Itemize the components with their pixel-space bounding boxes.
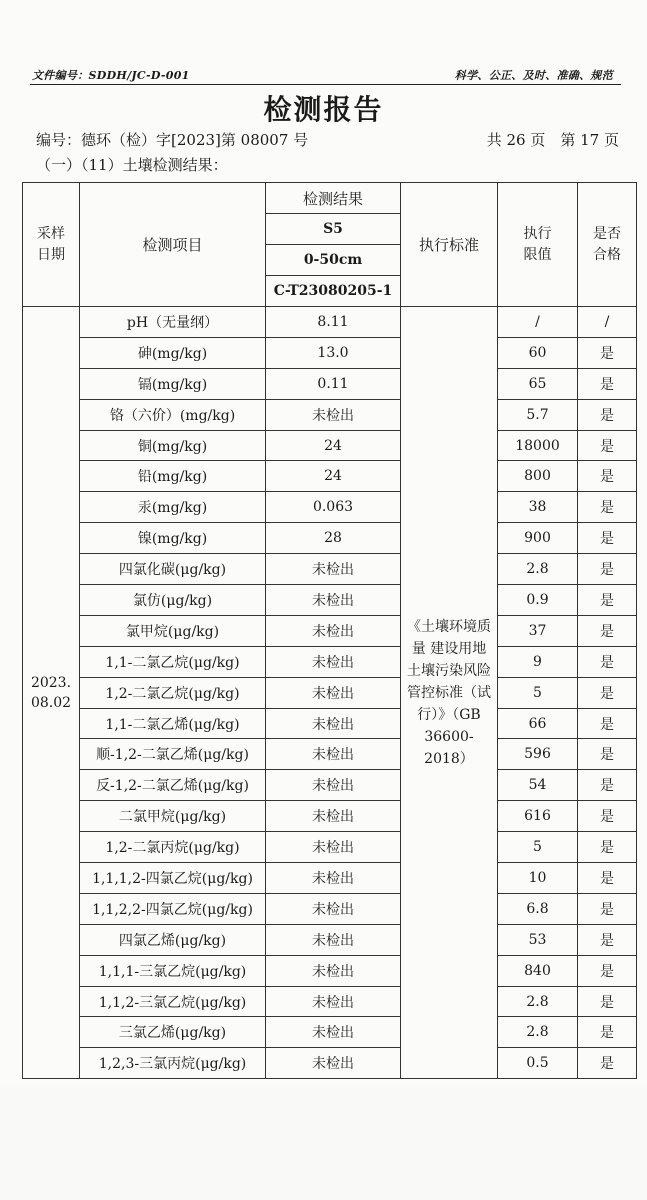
test-result: 未检出 — [266, 615, 401, 646]
test-item: 1,1-二氯乙烷(μg/kg) — [80, 646, 266, 677]
sample-id: C-T23080205-1 — [266, 276, 401, 307]
test-result: 未检出 — [266, 986, 401, 1017]
test-item: 氯甲烷(μg/kg) — [80, 615, 266, 646]
pass-status: 是 — [578, 1048, 637, 1079]
test-result: 24 — [266, 461, 401, 492]
test-result: 未检出 — [266, 863, 401, 894]
table-row — [23, 986, 637, 1017]
pass-status: 是 — [578, 523, 637, 554]
test-result: 未检出 — [266, 739, 401, 770]
header-sample-date: 采样 日期 — [23, 183, 80, 307]
test-result: 8.11 — [266, 307, 401, 338]
limit-value: 37 — [498, 615, 578, 646]
table-row — [23, 832, 637, 863]
limit-value: 2.8 — [498, 1017, 578, 1048]
table-row — [23, 430, 637, 461]
pass-status: 是 — [578, 832, 637, 863]
limit-value: 18000 — [498, 430, 578, 461]
pass-status: 是 — [578, 801, 637, 832]
limit-value: 2.8 — [498, 986, 578, 1017]
table-row — [23, 307, 637, 338]
test-item: 1,2-二氯丙烷(μg/kg) — [80, 832, 266, 863]
test-item: 1,1,1-三氯乙烷(μg/kg) — [80, 955, 266, 986]
limit-value: 2.8 — [498, 554, 578, 585]
test-item: 氯仿(μg/kg) — [80, 585, 266, 616]
pass-status: 是 — [578, 770, 637, 801]
table-row — [23, 585, 637, 616]
pass-status: 是 — [578, 492, 637, 523]
table-row — [23, 337, 637, 368]
pass-status: 是 — [578, 430, 637, 461]
limit-value: 5 — [498, 677, 578, 708]
test-item: 1,1,2-三氯乙烷(μg/kg) — [80, 986, 266, 1017]
table-row — [23, 739, 637, 770]
test-item: 顺-1,2-二氯乙烯(μg/kg) — [80, 739, 266, 770]
limit-value: 5 — [498, 832, 578, 863]
table-row — [23, 615, 637, 646]
pass-status: 是 — [578, 955, 637, 986]
test-result: 未检出 — [266, 955, 401, 986]
header-pass: 是否 合格 — [578, 183, 637, 307]
limit-value: 800 — [498, 461, 578, 492]
limit-value: 66 — [498, 708, 578, 739]
test-item: 1,2-二氯乙烷(μg/kg) — [80, 677, 266, 708]
limit-value: 900 — [498, 523, 578, 554]
document-number: 文件编号：SDDH/JC-D-001 — [32, 69, 190, 82]
pass-status: 是 — [578, 337, 637, 368]
table-row — [23, 1048, 637, 1079]
pass-status: 是 — [578, 585, 637, 616]
test-result: 未检出 — [266, 646, 401, 677]
limit-value: 38 — [498, 492, 578, 523]
limit-value: 0.9 — [498, 585, 578, 616]
pass-status: 是 — [578, 863, 637, 894]
execution-standard: 《土壤环境质量 建设用地土壤污染风险管控标准（试行）》（GB 36600-2018） — [401, 307, 498, 1079]
report-number: 编号：德环（检）字[2023]第 08007 号 — [36, 131, 309, 149]
header-result: 检测结果 — [266, 183, 401, 214]
pass-status: 是 — [578, 399, 637, 430]
pass-status: 是 — [578, 986, 637, 1017]
limit-value: 53 — [498, 924, 578, 955]
test-result: 未检出 — [266, 554, 401, 585]
test-result: 未检出 — [266, 585, 401, 616]
test-result: 未检出 — [266, 1017, 401, 1048]
test-result: 未检出 — [266, 399, 401, 430]
limit-value: 9 — [498, 646, 578, 677]
test-item: 汞(mg/kg) — [80, 492, 266, 523]
test-item: 铜(mg/kg) — [80, 430, 266, 461]
sample-depth: 0-50cm — [266, 245, 401, 276]
test-item: 二氯甲烷(μg/kg) — [80, 801, 266, 832]
test-item: 铅(mg/kg) — [80, 461, 266, 492]
test-result: 24 — [266, 430, 401, 461]
header-standard: 执行标准 — [401, 183, 498, 307]
test-item: 砷(mg/kg) — [80, 337, 266, 368]
test-result: 未检出 — [266, 1048, 401, 1079]
table-row — [23, 368, 637, 399]
test-item: 1,1-二氯乙烯(μg/kg) — [80, 708, 266, 739]
page-count: 共 26 页 第 17 页 — [486, 131, 619, 149]
table-row — [23, 646, 637, 677]
header-divider — [30, 84, 621, 85]
test-result: 28 — [266, 523, 401, 554]
pass-status: 是 — [578, 893, 637, 924]
test-result: 0.063 — [266, 492, 401, 523]
limit-value: 616 — [498, 801, 578, 832]
table-row — [23, 893, 637, 924]
test-item: 镍(mg/kg) — [80, 523, 266, 554]
table-row — [23, 677, 637, 708]
table-row — [23, 708, 637, 739]
test-result: 未检出 — [266, 893, 401, 924]
section-title: （一）（11）土壤检测结果： — [36, 156, 228, 174]
limit-value: 840 — [498, 955, 578, 986]
test-item: 四氯化碳(μg/kg) — [80, 554, 266, 585]
limit-value: 54 — [498, 770, 578, 801]
page-bottom-margin — [0, 1086, 647, 1200]
table-row — [23, 461, 637, 492]
test-result: 未检出 — [266, 708, 401, 739]
pass-status: / — [578, 307, 637, 338]
test-item: 铬（六价）(mg/kg) — [80, 399, 266, 430]
table-row — [23, 523, 637, 554]
test-item: 1,2,3-三氯丙烷(μg/kg) — [80, 1048, 266, 1079]
pass-status: 是 — [578, 554, 637, 585]
results-table — [22, 182, 637, 1079]
limit-value: 596 — [498, 739, 578, 770]
sample-date: 2023. 08.02 — [23, 307, 80, 1079]
pass-status: 是 — [578, 924, 637, 955]
table-row — [23, 554, 637, 585]
test-result: 未检出 — [266, 801, 401, 832]
table-row — [23, 399, 637, 430]
test-item: 镉(mg/kg) — [80, 368, 266, 399]
pass-status: 是 — [578, 615, 637, 646]
limit-value: 65 — [498, 368, 578, 399]
pass-status: 是 — [578, 677, 637, 708]
test-result: 13.0 — [266, 337, 401, 368]
test-item: 三氯乙烯(μg/kg) — [80, 1017, 266, 1048]
limit-value: 10 — [498, 863, 578, 894]
table-row — [23, 955, 637, 986]
limit-value: 0.5 — [498, 1048, 578, 1079]
pass-status: 是 — [578, 708, 637, 739]
pass-status: 是 — [578, 461, 637, 492]
table-row — [23, 1017, 637, 1048]
limit-value: 60 — [498, 337, 578, 368]
pass-status: 是 — [578, 739, 637, 770]
header-limit: 执行 限值 — [498, 183, 578, 307]
test-result: 未检出 — [266, 677, 401, 708]
header-item: 检测项目 — [80, 183, 266, 307]
test-result: 未检出 — [266, 924, 401, 955]
pass-status: 是 — [578, 368, 637, 399]
sample-point: S5 — [266, 214, 401, 245]
table-row — [23, 863, 637, 894]
test-item: 1,1,1,2-四氯乙烷(μg/kg) — [80, 863, 266, 894]
table-row — [23, 492, 637, 523]
table-row — [23, 770, 637, 801]
test-item: pH（无量纲） — [80, 307, 266, 338]
test-item: 反-1,2-二氯乙烯(μg/kg) — [80, 770, 266, 801]
table-row — [23, 801, 637, 832]
test-item: 1,1,2,2-四氯乙烷(μg/kg) — [80, 893, 266, 924]
limit-value: / — [498, 307, 578, 338]
company-motto: 科学、公正、及时、准确、规范 — [454, 69, 613, 82]
limit-value: 6.8 — [498, 893, 578, 924]
pass-status: 是 — [578, 1017, 637, 1048]
page-title: 检测报告 — [263, 93, 384, 126]
test-item: 四氯乙烯(μg/kg) — [80, 924, 266, 955]
pass-status: 是 — [578, 646, 637, 677]
test-result: 未检出 — [266, 770, 401, 801]
test-result: 未检出 — [266, 832, 401, 863]
test-result: 0.11 — [266, 368, 401, 399]
limit-value: 5.7 — [498, 399, 578, 430]
table-row — [23, 924, 637, 955]
